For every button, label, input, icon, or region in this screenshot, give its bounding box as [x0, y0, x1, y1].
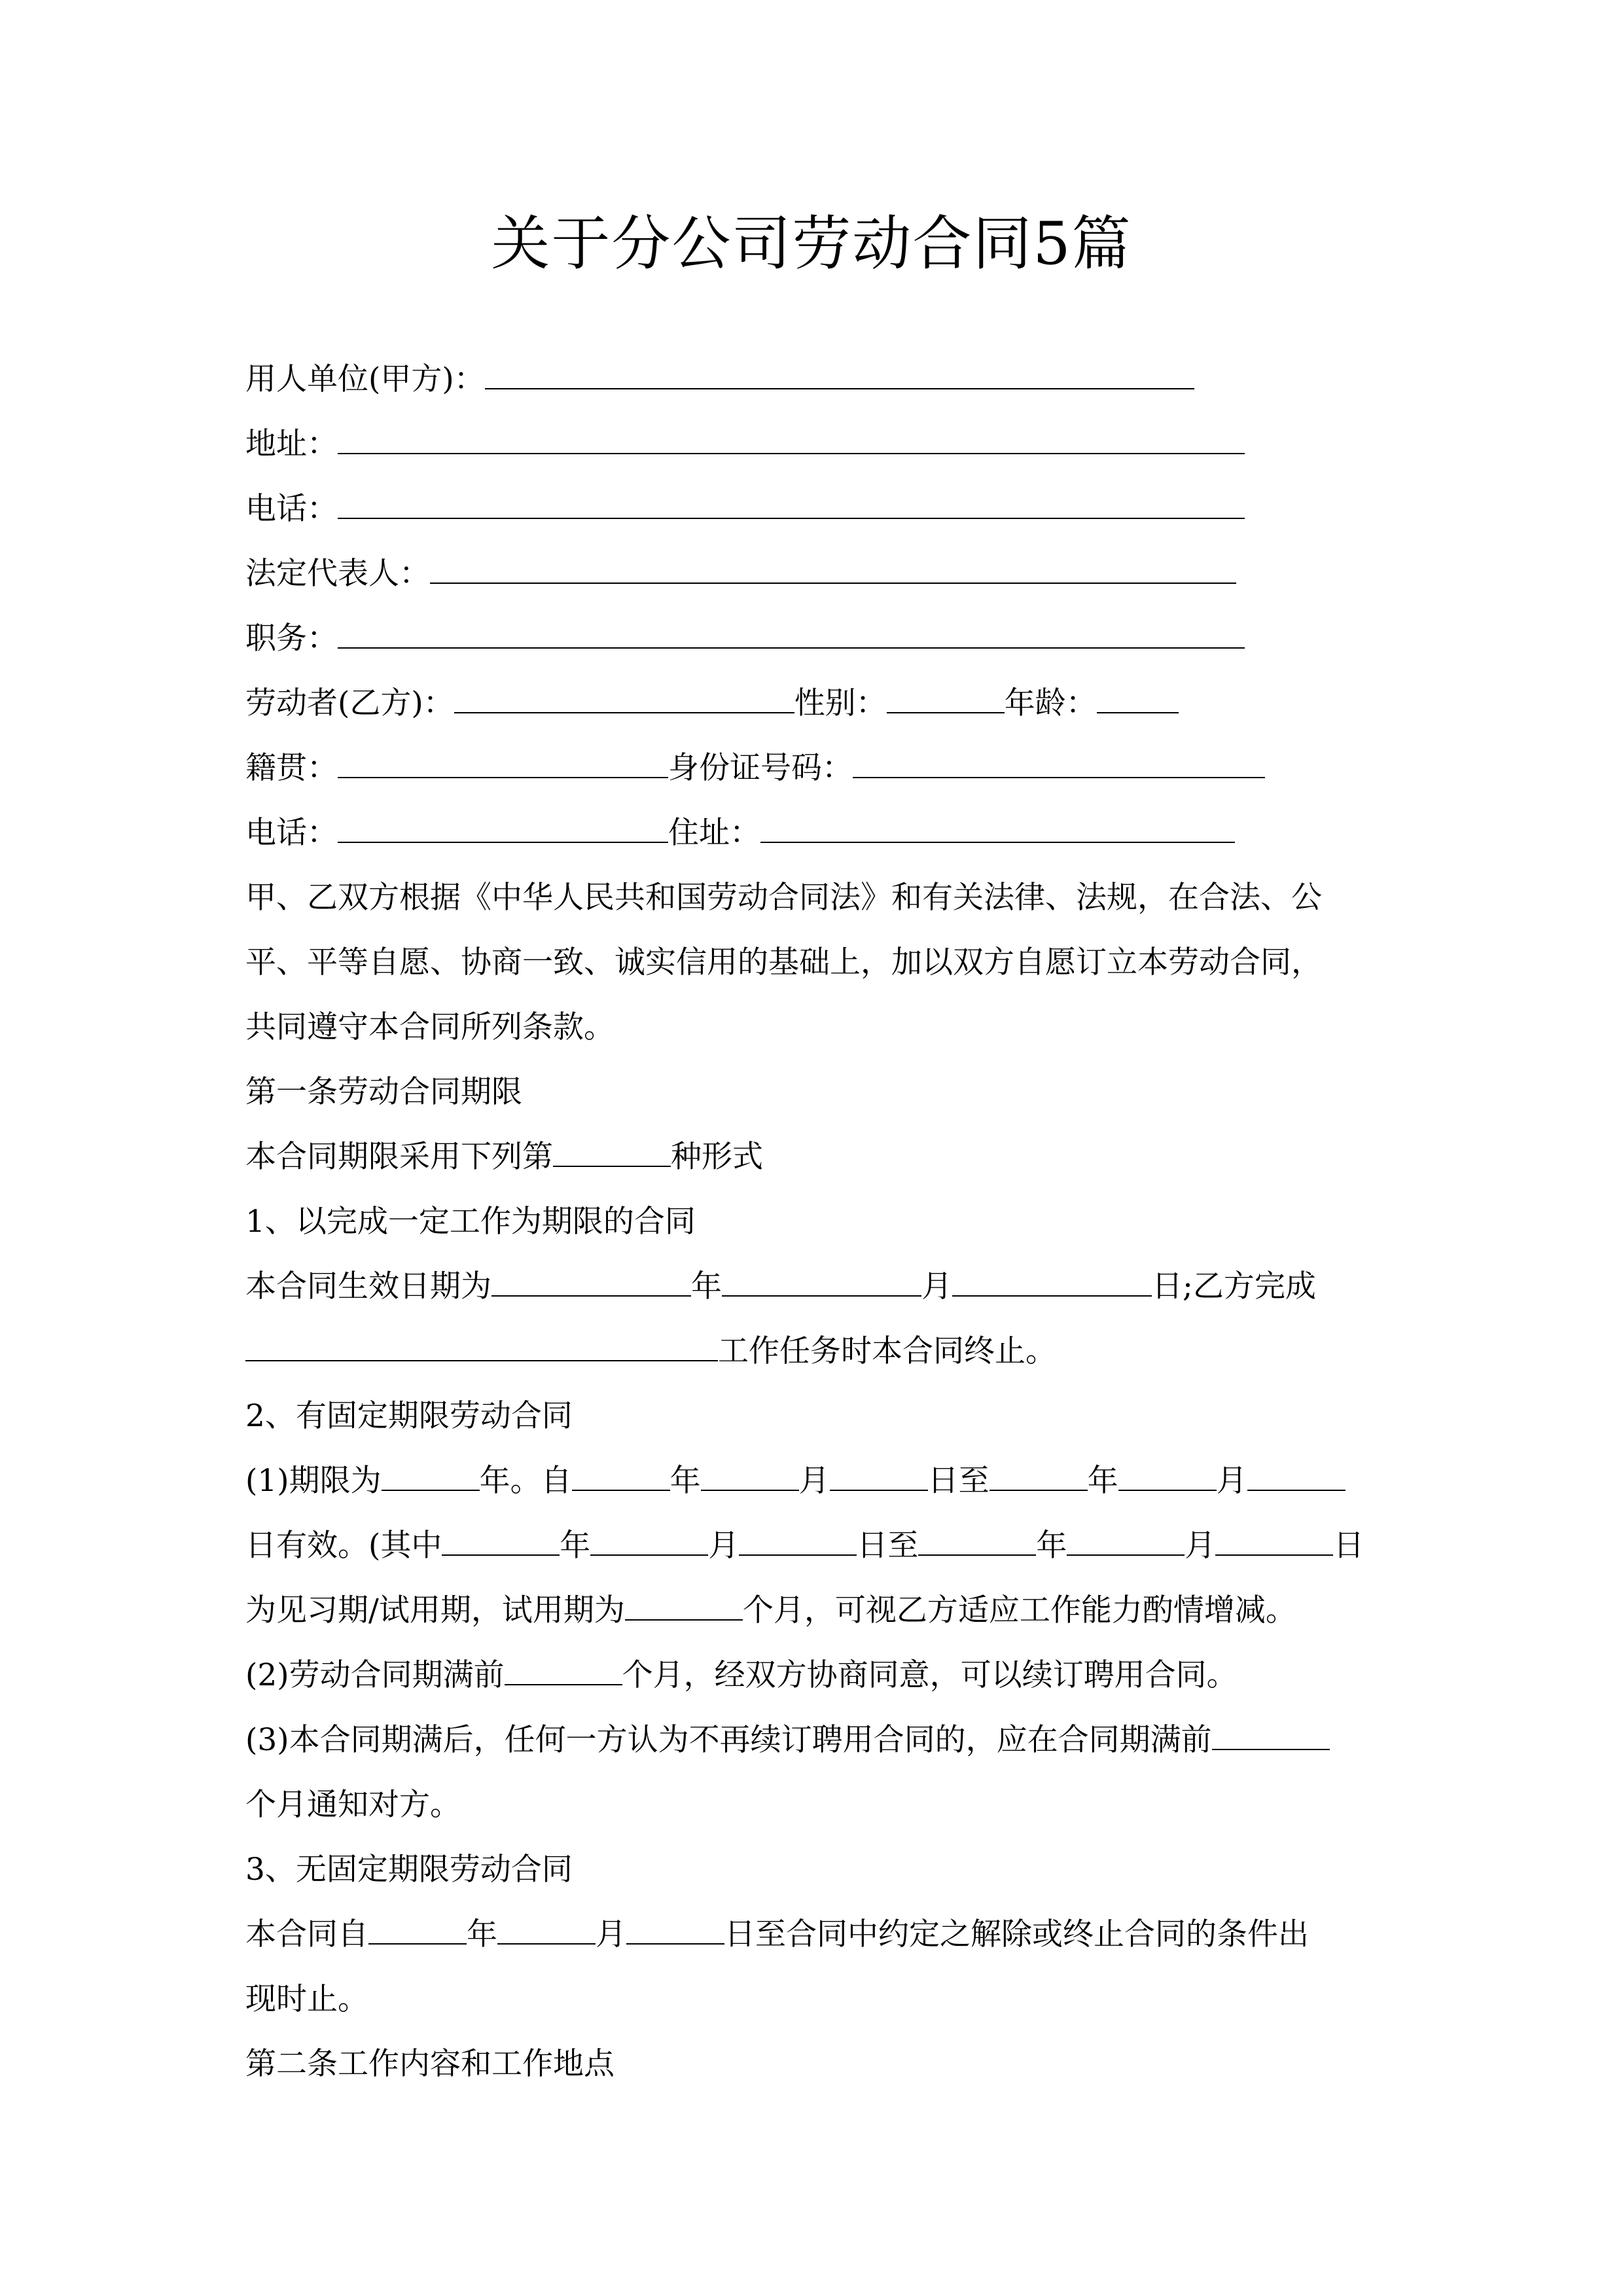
renewal-months-blank[interactable] [505, 1658, 622, 1685]
effective-date-label: 本合同生效日期为 [245, 1268, 491, 1304]
document-title: 关于分公司劳动合同5篇 [491, 209, 1132, 278]
year-text: 年 [560, 1528, 591, 1564]
year-text: 年 [1087, 1463, 1118, 1499]
trial-start-year-blank[interactable] [442, 1528, 560, 1556]
employer-address-line [245, 425, 1245, 464]
employer-unit-line [245, 360, 1194, 399]
start-day-blank[interactable] [830, 1463, 928, 1491]
open-month-blank[interactable] [497, 1917, 596, 1945]
employer-phone-label: 电话： [245, 491, 338, 527]
month-text: 月 [708, 1528, 740, 1564]
notice-prefix: (3)本合同期满后，任何一方认为不再续订聘用合同的，应在合同期满前 [245, 1722, 1212, 1758]
trial-period-prefix: 为见习期/试用期，试用期为 [245, 1592, 625, 1628]
trial-start-day-blank[interactable] [739, 1528, 857, 1556]
task-completion-text: 工作任务时本合同终止。 [718, 1333, 1056, 1369]
effective-date-line [245, 1267, 1316, 1306]
form-prefix: 本合同期限采用下列第 [245, 1139, 553, 1175]
residence-label: 住址： [668, 815, 760, 851]
open-year-blank[interactable] [368, 1917, 467, 1945]
year-text: 年 [691, 1268, 722, 1304]
legal-rep-line [245, 554, 1236, 594]
year-text: 年 [1036, 1528, 1067, 1564]
form-number-blank[interactable] [553, 1139, 671, 1167]
article2-heading: 第二条工作内容和工作地点 [245, 2046, 615, 2082]
notice-line-1 [245, 1721, 1330, 1760]
start-month-blank[interactable] [701, 1463, 799, 1491]
employer-address-blank[interactable] [338, 427, 1245, 454]
open-ended-line-2: 现时止。 [245, 1981, 368, 2017]
fixed-term-prefix: (1)期限为 [245, 1463, 382, 1499]
renewal-line [245, 1656, 1238, 1695]
contract-form-line [245, 1138, 763, 1177]
gender-label: 性别： [794, 685, 887, 721]
employer-phone-blank[interactable] [338, 492, 1245, 519]
open-ended-prefix: 本合同自 [245, 1916, 368, 1952]
employer-position-blank[interactable] [338, 621, 1245, 649]
end-month-blank[interactable] [1118, 1463, 1217, 1491]
task-completion-line [245, 1332, 1056, 1371]
valid-from-text: 日有效。(其中 [245, 1528, 442, 1564]
worker-label: 劳动者(乙方)： [245, 685, 454, 721]
employer-position-label: 职务： [245, 620, 338, 656]
worker-name-blank[interactable] [454, 686, 794, 713]
effective-day-blank[interactable] [952, 1269, 1152, 1297]
term-years-blank[interactable] [382, 1463, 480, 1491]
day-to-text: 日至 [927, 1463, 990, 1499]
item3-heading: 3、无固定期限劳动合同 [245, 1852, 573, 1888]
month-text: 月 [1185, 1528, 1216, 1564]
preamble-line-2: 平、平等自愿、协商一致、诚实信用的基础上，加以双方自愿订立本劳动合同， [245, 944, 1322, 980]
employee-phone-blank[interactable] [338, 816, 668, 843]
employee-phone-label: 电话： [245, 815, 338, 851]
employer-phone-line [245, 490, 1245, 529]
effective-year-blank[interactable] [491, 1269, 691, 1297]
open-day-blank[interactable] [626, 1917, 724, 1945]
age-label: 年龄： [1004, 685, 1097, 721]
day-to-text: 日至 [857, 1528, 919, 1564]
trial-period-suffix: 个月，可视乙方适应工作能力酌情增减。 [742, 1592, 1296, 1628]
month-text: 月 [921, 1268, 952, 1304]
trial-period-line [245, 1591, 1296, 1630]
month-text: 月 [798, 1463, 830, 1499]
gender-blank[interactable] [887, 686, 1005, 713]
residence-blank[interactable] [760, 816, 1235, 843]
year-text: 年 [669, 1463, 701, 1499]
end-day-blank[interactable] [1247, 1463, 1346, 1491]
notice-line-2: 个月通知对方。 [245, 1787, 461, 1823]
employer-address-label: 地址： [245, 426, 338, 462]
age-blank[interactable] [1097, 686, 1179, 713]
month-text: 月 [1216, 1463, 1247, 1499]
form-suffix: 种形式 [671, 1139, 763, 1175]
year-text: 年 [467, 1916, 497, 1952]
effective-month-blank[interactable] [722, 1269, 921, 1297]
worker-line [245, 684, 1179, 723]
employer-unit-label: 用人单位(甲方)： [245, 361, 485, 397]
employer-unit-blank[interactable] [485, 362, 1194, 389]
preamble-line-3: 共同遵守本合同所列条款。 [245, 1009, 615, 1045]
item2-heading: 2、有固定期限劳动合同 [245, 1398, 573, 1434]
legal-rep-blank[interactable] [430, 556, 1236, 584]
id-number-blank[interactable] [853, 751, 1265, 778]
id-number-label: 身份证号码： [668, 750, 853, 786]
notice-months-blank[interactable] [1212, 1723, 1330, 1750]
renewal-suffix: 个月，经双方协商同意，可以续订聘用合同。 [622, 1657, 1238, 1693]
item1-heading: 1、以完成一定工作为期限的合同 [245, 1204, 696, 1240]
legal-rep-label: 法定代表人： [245, 556, 430, 592]
origin-blank[interactable] [338, 751, 668, 778]
origin-id-line [245, 749, 1265, 788]
trial-end-month-blank[interactable] [1067, 1528, 1185, 1556]
trial-end-year-blank[interactable] [918, 1528, 1036, 1556]
employee-phone-line [245, 814, 1235, 853]
open-ended-suffix: 日至合同中约定之解除或终止合同的条件出 [724, 1916, 1309, 1952]
end-year-blank[interactable] [990, 1463, 1088, 1491]
fixed-term-line-2 [245, 1526, 1364, 1566]
open-ended-line [245, 1915, 1309, 1954]
trial-end-day-blank[interactable] [1215, 1528, 1333, 1556]
fixed-term-line-1 [245, 1462, 1346, 1501]
task-blank[interactable] [245, 1334, 718, 1361]
month-text: 月 [596, 1916, 626, 1952]
origin-label: 籍贯： [245, 750, 338, 786]
article1-heading: 第一条劳动合同期限 [245, 1074, 522, 1110]
renewal-prefix: (2)劳动合同期满前 [245, 1657, 505, 1693]
employer-position-line [245, 619, 1245, 658]
day-text: 日 [1333, 1528, 1364, 1564]
start-year-blank[interactable] [572, 1463, 670, 1491]
day-semicolon-text: 日;乙方完成 [1152, 1268, 1316, 1304]
year-from-text: 年。自 [479, 1463, 572, 1499]
trial-months-blank[interactable] [625, 1593, 743, 1621]
preamble-line-1: 甲、乙双方根据《中华人民共和国劳动合同法》和有关法律、法规，在合法、公 [245, 880, 1322, 916]
trial-start-month-blank[interactable] [590, 1528, 708, 1556]
